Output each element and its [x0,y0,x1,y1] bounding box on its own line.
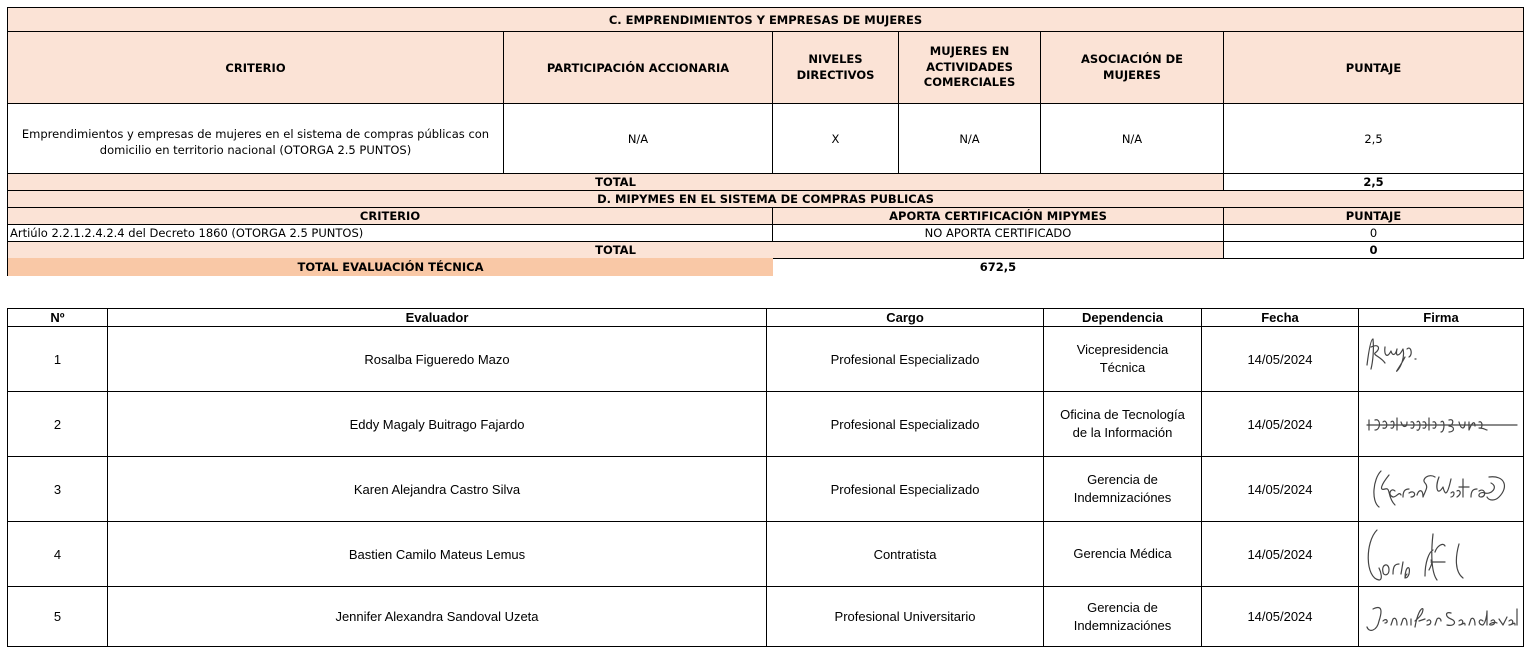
section-d-criterio-cell: Artiúlo 2.2.1.2.4.2.4 del Decreto 1860 (OTORGA 2.5 PUNTOS) [7,224,773,242]
signature-5 [1359,587,1523,647]
section-c-total-label: TOTAL [7,173,1224,191]
section-d-header-puntaje: PUNTAJE [1223,207,1524,225]
evaluator-name: Eddy Magaly Buitrago Fajardo [107,391,767,457]
signature-4 [1359,522,1523,586]
section-d-total-label: TOTAL [7,241,1224,259]
evaluator-num: 1 [7,326,108,392]
evaluator-fecha: 14/05/2024 [1201,521,1359,587]
evaluator-name: Bastien Camilo Mateus Lemus [107,521,767,587]
evaluator-cargo: Profesional Especializado [766,391,1044,457]
section-d-title: D. MIPYMES EN EL SISTEMA DE COMPRAS PUBLICAS [7,190,1524,208]
section-d-header-aporta: APORTA CERTIFICACIÓN MIPYMES [772,207,1224,225]
evaluator-fecha: 14/05/2024 [1201,391,1359,457]
signature-3 [1359,457,1523,521]
evaluator-dependencia: Gerencia de Indemnizaciónes [1043,456,1202,522]
section-d-aporta-cell: NO APORTA CERTIFICADO [772,224,1224,242]
signature-1 [1359,327,1523,391]
evaluator-fecha: 14/05/2024 [1201,326,1359,392]
evaluator-cargo: Contratista [766,521,1044,587]
evaluators-header-cargo: Cargo [766,308,1044,327]
section-c-total-value: 2,5 [1223,173,1524,191]
section-c-mujeres-cell: N/A [898,103,1041,174]
evaluator-cargo: Profesional Universitario [766,586,1044,647]
total-evaluacion-label: TOTAL EVALUACIÓN TÉCNICA [7,258,773,276]
total-evaluacion-value: 672,5 [979,260,1017,274]
evaluator-name: Jennifer Alexandra Sandoval Uzeta [107,586,767,647]
evaluators-header-evaluador: Evaluador [107,308,767,327]
evaluator-signature-cell [1358,521,1524,587]
evaluator-cargo: Profesional Especializado [766,456,1044,522]
evaluator-name: Rosalba Figueredo Mazo [107,326,767,392]
section-c-header-puntaje: PUNTAJE [1223,31,1524,104]
evaluator-signature-cell [1358,391,1524,457]
section-c-header-mujeres: MUJERES EN ACTIVIDADES COMERCIALES [898,31,1041,104]
evaluator-dependencia: Oficina de Tecnología de la Información [1043,391,1202,457]
section-c-asociacion-cell: N/A [1040,103,1224,174]
section-d-total-value: 0 [1223,241,1524,259]
evaluators-header-fecha: Fecha [1201,308,1359,327]
section-c-header-asociacion: ASOCIACIÓN DE MUJERES [1040,31,1224,104]
section-c-header-criterio: CRITERIO [7,31,504,104]
evaluator-cargo: Profesional Especializado [766,326,1044,392]
section-d-puntaje-cell: 0 [1223,224,1524,242]
evaluator-signature-cell [1358,326,1524,392]
evaluator-num: 4 [7,521,108,587]
evaluator-signature-cell [1358,456,1524,522]
evaluator-dependencia: Vicepresidencia Técnica [1043,326,1202,392]
evaluators-header-num: Nº [7,308,108,327]
section-c-criterio-cell: Emprendimientos y empresas de mujeres en el sistema de compras públicas con domicilio en territorio nacional (OTORGA 2.5 PUNTOS) [7,103,504,174]
evaluator-num: 5 [7,586,108,647]
evaluators-header-firma: Firma [1358,308,1524,327]
section-c-niveles-cell: X [772,103,899,174]
evaluator-num: 2 [7,391,108,457]
evaluators-header-dependencia: Dependencia [1043,308,1202,327]
section-c-participacion-cell: N/A [503,103,773,174]
evaluator-dependencia: Gerencia de Indemnizaciónes [1043,586,1202,647]
evaluator-name: Karen Alejandra Castro Silva [107,456,767,522]
section-c-puntaje-cell: 2,5 [1223,103,1524,174]
evaluator-fecha: 14/05/2024 [1201,456,1359,522]
section-c-header-participacion: PARTICIPACIÓN ACCIONARIA [503,31,773,104]
section-d-header-criterio: CRITERIO [7,207,773,225]
evaluator-fecha: 14/05/2024 [1201,586,1359,647]
section-c-header-niveles: NIVELES DIRECTIVOS [772,31,899,104]
evaluator-num: 3 [7,456,108,522]
signature-2 [1359,392,1523,456]
evaluator-dependencia: Gerencia Médica [1043,521,1202,587]
evaluator-signature-cell [1358,586,1524,647]
section-c-title: C. EMPRENDIMIENTOS Y EMPRESAS DE MUJERES [7,7,1524,32]
